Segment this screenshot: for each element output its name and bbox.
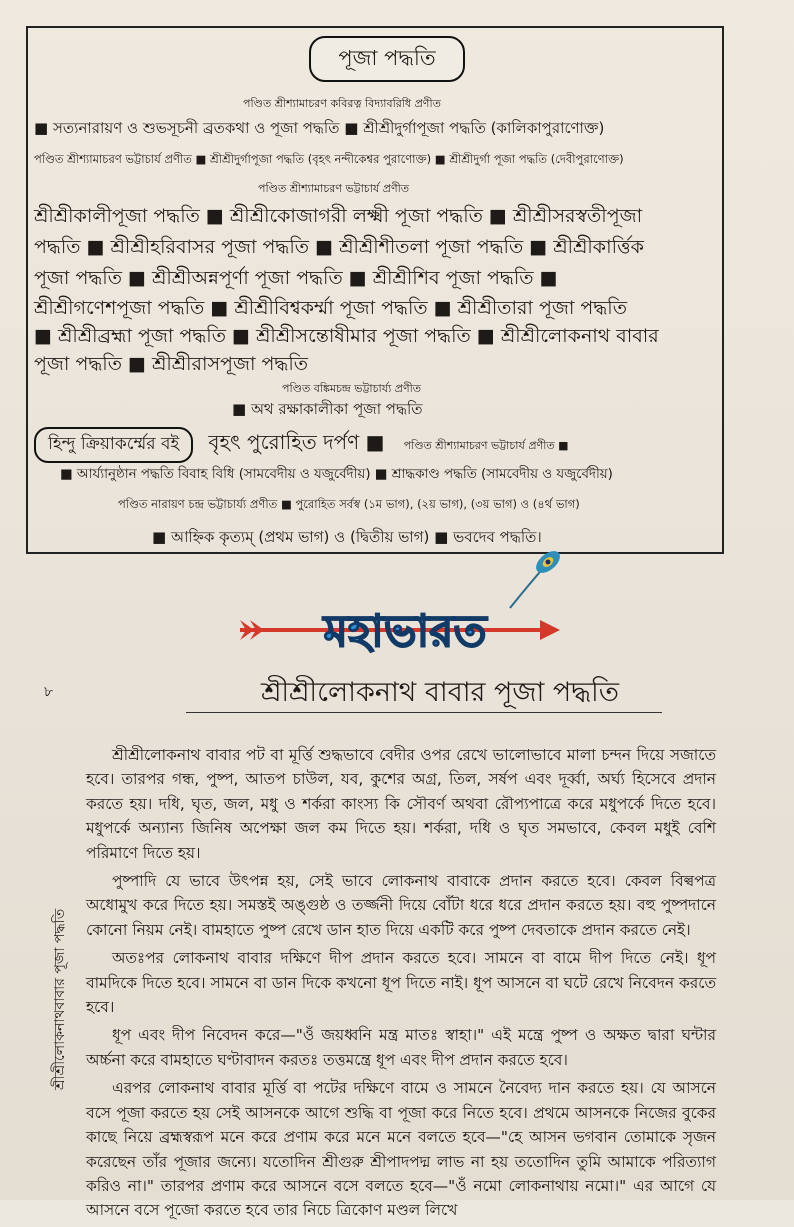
advert-book-line: পূজা পদ্ধতি ■ শ্রীশ্রীরাসপূজা পদ্ধতি bbox=[34, 353, 309, 375]
paragraph: শ্রীশ্রীলোকনাথ বাবার পট বা মূর্ত্তি শুদ্ধভাবে বেদীর ওপর রেখে ভালোভাবে মালা চন্দন দিয়ে সজাতে হবে। তারপর গন্ধ, পুষ্প, আতপ চাউল, যব, কুশের অগ্র, তিল, সর্ষপ এবং দূর্ব্বা, অর্ঘ্য হিসেবে প্রদান করতে হয়। দধি, ঘৃত, জল, মধু ও শর্করা কাংস্য কি সৌবর্ণ অথবা রৌপ্যপাত্রে করে মধুপর্কে দিতে হবে। মধুপর্কে অন্যান্য জিনিষ অপেক্ষা জল কম দিতে হয়। শর্করা, দধি ও ঘৃত সমভাবে, কেবল মধুই বেশি পরিমাণে দিতে হয়। bbox=[86, 746, 716, 862]
paragraph: পুষ্পাদি যে ভাবে উৎপন্ন হয়, সেই ভাবে লোকনাথ বাবাকে প্রদান করতে হবে। কেবল বিল্বপত্র অধোমুখ করে দিতে হয়। সমস্তই অঙ্গুষ্ঠ ও তর্জ্জনী দিয়ে বোঁটা ধরে ধরে প্রদান করতে হয়। বহু পুষ্পদানে কোনো নিয়ম নেই। বামহাতে পুষ্প রেখে ডান হাত দিয়ে একটি করে পুষ্প দেবতাকে প্রদান করতে নেই। bbox=[86, 872, 716, 939]
paragraph: অতঃপর লোকনাথ বাবার দক্ষিণে দীপ প্রদান করতে হবে। সামনে বা বামে দীপ দিতে নেই। ধূপ বামদিকে দিতে হবে। সামনে বা ডান দিকে কখনো ধূপ দিতে নাই। ধূপ আসনে বা ঘটে রেখে নিবেদন করতে হবে। bbox=[86, 949, 716, 1017]
advert-book-line: ■ শ্রীশ্রীব্রহ্মা পূজা পদ্ধতি ■ শ্রীশ্রীসন্তোষীমার পূজা পদ্ধতি ■ শ্রীশ্রীলোকনাথ বাবার bbox=[34, 325, 659, 347]
advert-title: পূজা পদ্ধতি bbox=[309, 36, 465, 82]
advert-author-line: পণ্ডিত শ্রীশ্যামাচরণ ভট্টাচার্য প্রণীত bbox=[258, 182, 410, 195]
advert-book-line: ■ অথ রক্ষাকালীকা পূজা পদ্ধতি bbox=[232, 400, 423, 418]
page-title: শ্রীশ্রীলোকনাথ বাবার পূজা পদ্ধতি bbox=[260, 677, 620, 708]
advert-book-line: শ্রীশ্রীগণেশপূজা পদ্ধতি ■ শ্রীশ্রীবিশ্বকর্ম্মা পূজা পদ্ধতি ■ শ্রীশ্রীতারা পূজা পদ্ধতি bbox=[34, 297, 627, 319]
advert-book-line: পূজা পদ্ধতি ■ শ্রীশ্রীঅন্নপূর্ণা পূজা পদ্ধতি ■ শ্রীশ্রীশিব পূজা পদ্ধতি ■ bbox=[34, 267, 558, 289]
page-number: ৮ bbox=[44, 684, 54, 700]
advert-book-line: ■ আহ্নিক কৃত্যম্ (প্রথম ভাগ) ও (দ্বিতীয় ভাগ) ■ ভবদেব পদ্ধতি। bbox=[152, 528, 542, 546]
paragraph: এরপর লোকনাথ বাবার মূর্ত্তি বা পটের দক্ষিণে বামে ও সামনে নৈবেদ্য দান করতে হয়। যে আসনে বসে পূজা করতে হয় সেই আসনকে আগে শুদ্ধি বা পূজা করে নিতে হবে। প্রথমে আসনকে নিজের বুকের কাছে নিয়ে ব্রহ্মস্বরূপ মনে করে প্রণাম করে মনে মনে বলতে হবে—"হে আসন ভগবান তোমাকে সৃজন করেছেন তাঁর পূজার জন্যে। যতোদিন শ্রীগুরু শ্রীপাদপদ্ম লাভ না হয় ততোদিন তুমি আমাকে পরিত্যাগ করিও না।" তারপর প্রণাম করে আসনে বসে বলতে হবে—"ওঁ নমো লোকনাথায় নমো।" এর আগে যে আসনে বসে পূজো করতে হবে তার নিচে ত্রিকোণ মণ্ডল লিখে bbox=[86, 1079, 716, 1220]
advert-book-line: শ্রীশ্রীকালীপূজা পদ্ধতি ■ শ্রীশ্রীকোজাগরী লক্ষ্মী পূজা পদ্ধতি ■ শ্রীশ্রীসরস্বতীপূজা bbox=[34, 205, 643, 227]
category-tag: হিন্দু ক্রিয়াকর্ম্মের বই bbox=[34, 427, 193, 463]
advert-book-line: ■ আর্য্যানুষ্ঠান পদ্ধতি বিবাহ বিধি (সামবেদীয় ও যজুর্বেদীয়) ■ শ্রাদ্ধকাণ্ড পদ্ধতি (সামবেদীয় ও যজুর্বেদীয়) bbox=[60, 467, 613, 482]
logo-text: মহাভারত bbox=[323, 606, 487, 657]
advert-book-line: পণ্ডিত নারায়ণ চন্দ্র ভট্টাচার্য্য প্রণীত ■ পুরোহিত সর্বস্ব (১ম ভাগ), (২য় ভাগ), (৩য় ভাগ) ও (৪র্থ ভাগ) bbox=[118, 497, 580, 511]
advert-book-line: ■ সত্যনারায়ণ ও শুভসূচনী ব্রতকথা ও পূজা পদ্ধতি ■ শ্রীশ্রীদুর্গাপূজা পদ্ধতি (কালিকাপুরাণোক্ত) bbox=[34, 119, 605, 137]
advert-author-line: পণ্ডিত শ্রীশ্যামাচরণ কবিরত্ন বিদ্যাবরিধি প্রণীত bbox=[243, 97, 441, 110]
advert-book-line: পণ্ডিত শ্রীশ্যামাচরণ ভট্টাচার্য প্রণীত ■ শ্রীশ্রীদুর্গাপূজা পদ্ধতি (বৃহৎ নন্দীকেশ্বর পুরাণোক্ত) ■ শ্রীশ্রীদুর্গা পূজা পদ্ধতি (দেবীপুরাণোক্ত) bbox=[34, 152, 624, 166]
advert-category-row bbox=[34, 427, 569, 463]
advert-author-line: পণ্ডিত বঙ্কিমচন্দ্র ভট্টাচার্য্য প্রণীত bbox=[282, 382, 422, 395]
paragraph: ধূপ এবং দীপ নিবেদন করে—"ওঁ জয়ধ্বনি মন্ত্র মাতঃ স্বাহা।" এই মন্ত্রে পুষ্প ও অক্ষত দ্বারা ঘন্টার অর্চ্চনা করে বামহাতে ঘণ্টাবাদন করতঃ তত্তমন্ত্রে ধূপ এবং দীপ প্রদান করতে হবে। bbox=[86, 1026, 716, 1069]
featured-book-title: বৃহৎ পুরোহিত দর্পণ ■ bbox=[208, 430, 385, 454]
mahabharat-logo bbox=[240, 588, 560, 678]
featured-book-author: পণ্ডিত শ্রীশ্যামাচরণ ভট্টাচার্য প্রণীত ■ bbox=[403, 439, 569, 452]
running-header-vertical: শ্রীশ্রীলোকনাথবাবার পূজা পদ্ধতি bbox=[52, 908, 68, 1090]
advert-book-line: পদ্ধতি ■ শ্রীশ্রীহরিবাসর পূজা পদ্ধতি ■ শ্রীশ্রীশীতলা পূজা পদ্ধতি ■ শ্রীশ্রীকার্ত্তিক bbox=[34, 236, 644, 258]
title-underline bbox=[186, 712, 662, 713]
article-body bbox=[86, 743, 716, 1227]
